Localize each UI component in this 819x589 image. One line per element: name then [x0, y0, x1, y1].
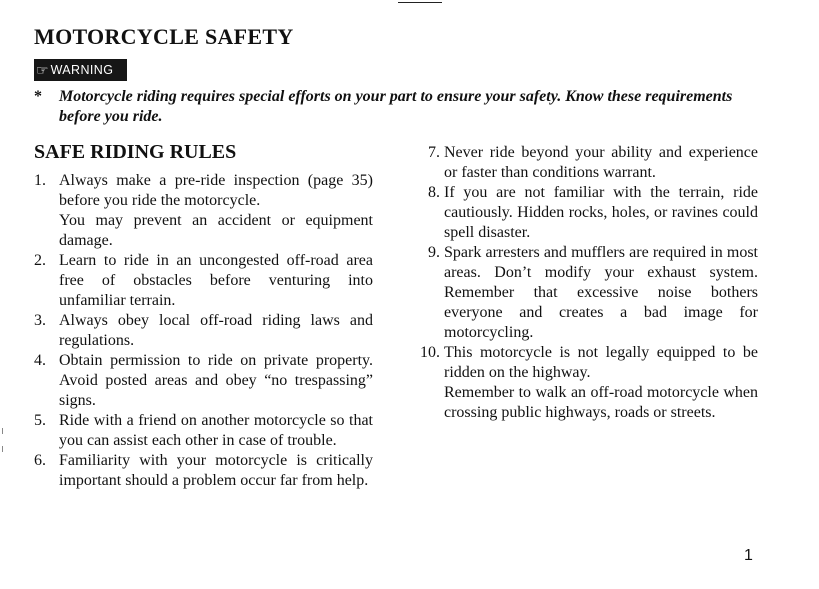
rule-text: Always obey local off-road riding laws and regulations. — [59, 312, 373, 349]
rule-number: 2. — [34, 252, 46, 269]
rule-text: Never ride beyond your ability and experience or faster than conditions warrant. — [444, 144, 758, 181]
rule-text: Ride with a friend on another motorcycle so that you can assist each other in case of trouble. — [59, 412, 373, 449]
scan-edge-mark — [2, 428, 3, 434]
rule-text: Obtain permission to ride on private property. Avoid posted areas and obey “no trespassing” signs. — [59, 352, 373, 409]
rule-number: 6. — [34, 452, 46, 469]
rule-text: Familiarity with your motorcycle is critically important should a problem occur far from help. — [59, 452, 373, 489]
rule-number: 4. — [34, 352, 46, 369]
rule-number: 5. — [34, 412, 46, 429]
section-heading: SAFE RIDING RULES — [34, 141, 237, 163]
warning-badge — [34, 59, 127, 81]
rule-item — [34, 411, 373, 451]
rule-text: Remember to walk an off-road motorcycle when crossing public highways, roads or streets. — [444, 384, 758, 421]
note-text: Motorcycle riding requires special efforts on your part to ensure your safety. Know these requirements before you ride. — [59, 88, 733, 125]
page-number: 1 — [744, 547, 753, 564]
warning-label: WARNING — [50, 63, 114, 77]
top-edge-line — [398, 2, 442, 3]
rule-text: If you are not familiar with the terrain, ride cautiously. Hidden rocks, holes, or ravines could spell disaster. — [444, 184, 758, 241]
safety-note — [34, 87, 764, 127]
rules-column-right — [410, 143, 758, 423]
page-title: MOTORCYCLE SAFETY — [34, 24, 294, 49]
rule-number: 9. — [428, 244, 440, 261]
rule-text: Always make a pre-ride inspection (page 35) before you ride the motorcycle. — [59, 172, 373, 209]
rule-number: 3. — [34, 312, 46, 329]
rule-number: 1. — [34, 172, 46, 189]
rule-item — [34, 351, 373, 411]
rule-text: You may prevent an accident or equipment damage. — [59, 212, 373, 249]
rule-item — [410, 243, 758, 343]
rule-number: 10. — [420, 344, 440, 361]
rule-number: 8. — [428, 184, 440, 201]
scan-edge-mark — [2, 446, 3, 452]
rule-item — [34, 311, 373, 351]
rule-text: This motorcycle is not legally equipped to be ridden on the highway. — [444, 344, 758, 381]
rule-item — [34, 451, 373, 491]
rules-column-left — [34, 171, 373, 491]
rule-number: 7. — [428, 144, 440, 161]
rule-item — [410, 343, 758, 423]
rule-item — [34, 251, 373, 311]
rule-text: Spark arresters and mufflers are required in most areas. Don’t modify your exhaust system. Remember that excessive noise bothers everyone and creates a bad image for motorcycling. — [444, 244, 758, 341]
rule-item — [410, 143, 758, 183]
rule-item — [34, 171, 373, 251]
note-marker: * — [34, 88, 42, 105]
warning-hand-icon: ☞ — [36, 62, 49, 78]
rule-text: Learn to ride in an uncongested off-road area free of obstacles before venturing into unfamiliar terrain. — [59, 252, 373, 309]
rule-item — [410, 183, 758, 243]
